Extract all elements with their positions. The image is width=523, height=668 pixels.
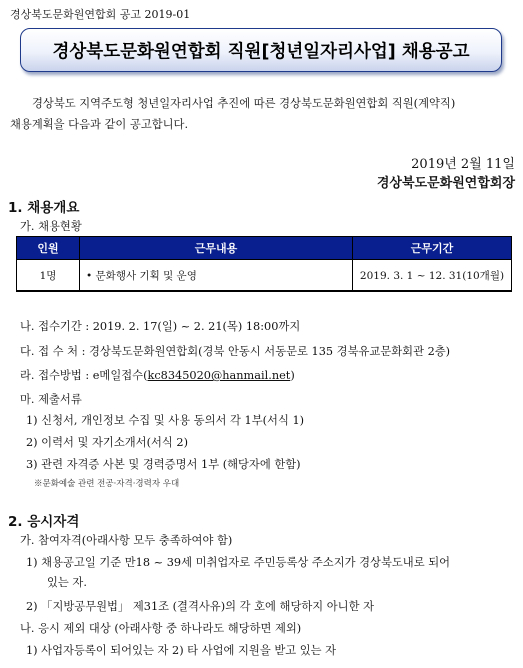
page-title: 경상북도문화원연합회 직원[청년일자리사업] 채용공고 xyxy=(52,41,470,62)
eligibility-item-1-cont: 있는 자. xyxy=(47,576,87,589)
document-item: 3) 관련 자격증 사본 및 경력증명서 1부 (해당자에 한함) xyxy=(26,458,301,471)
preference-note: ※문화예술 관련 전공·자격·경력자 우대 xyxy=(34,479,180,489)
col-header-period: 근무기간 xyxy=(353,237,512,260)
required-documents-heading: 마. 제출서류 xyxy=(20,393,82,406)
intro-line-1: 경상북도 지역주도형 청년일자리사업 추진에 따른 경상북도문화원연합회 직원(계약직) xyxy=(32,97,456,110)
cell-duties: • 문화행사 기획 및 운영 xyxy=(80,260,353,292)
recruitment-table xyxy=(16,236,512,292)
exclusion-heading: 나. 응시 제외 대상 (아래사항 중 하나라도 해당하면 제외) xyxy=(20,622,302,635)
cell-period: 2019. 3. 1 ~ 12. 31(10개월) xyxy=(353,260,512,292)
exclusion-item: 1) 사업자등록이 되어있는 자 2) 타 사업에 지원을 받고 있는 자 xyxy=(26,644,337,657)
document-item: 2) 이력서 및 자기소개서(서식 2) xyxy=(26,436,189,449)
notice-number: 경상북도문화원연합회 공고 2019-01 xyxy=(10,8,191,21)
eligibility-item-1: 1) 채용공고일 기준 만18 ~ 39세 미취업자로 주민등록상 주소지가 경상북도내로 되어 xyxy=(26,556,451,569)
application-place: 다. 접 수 처 : 경상북도문화원연합회(경북 안동시 서동문로 135 경북유교문화회관 2층) xyxy=(20,345,451,358)
section-2-heading: 2. 응시자격 xyxy=(8,514,80,530)
application-method-label: 라. 접수방법 : e메일접수( xyxy=(20,369,148,382)
sub-recruitment-status: 가. 채용현황 xyxy=(20,220,82,233)
application-period: 나. 접수기간 : 2019. 2. 17(일) ~ 2. 21(목) 18:00까지 xyxy=(20,320,301,333)
application-method xyxy=(20,367,295,383)
title-banner xyxy=(20,28,502,72)
col-header-headcount: 인원 xyxy=(17,237,80,260)
table-header-row xyxy=(17,237,512,260)
section-1-heading: 1. 채용개요 xyxy=(8,200,80,216)
notice-date: 2019년 2월 11일 xyxy=(411,157,515,172)
document-item: 1) 신청서, 개인정보 수집 및 사용 동의서 각 1부(서식 1) xyxy=(26,414,305,427)
table-row xyxy=(17,260,512,292)
eligibility-heading: 가. 참여자격(아래사항 모두 충족하여야 함) xyxy=(20,534,233,547)
intro-line-2: 채용계획을 다음과 같이 공고합니다. xyxy=(10,118,189,131)
eligibility-item-2: 2) 「지방공무원법」 제31조 (결격사유)의 각 호에 해당하지 아니한 자 xyxy=(26,600,375,613)
email-link[interactable]: kc8345020@hanmail.net xyxy=(147,369,291,382)
col-header-duties: 근무내용 xyxy=(80,237,353,260)
issuer: 경상북도문화원연합회장 xyxy=(376,176,515,191)
application-method-close: ) xyxy=(290,369,295,382)
cell-headcount: 1명 xyxy=(17,260,80,292)
